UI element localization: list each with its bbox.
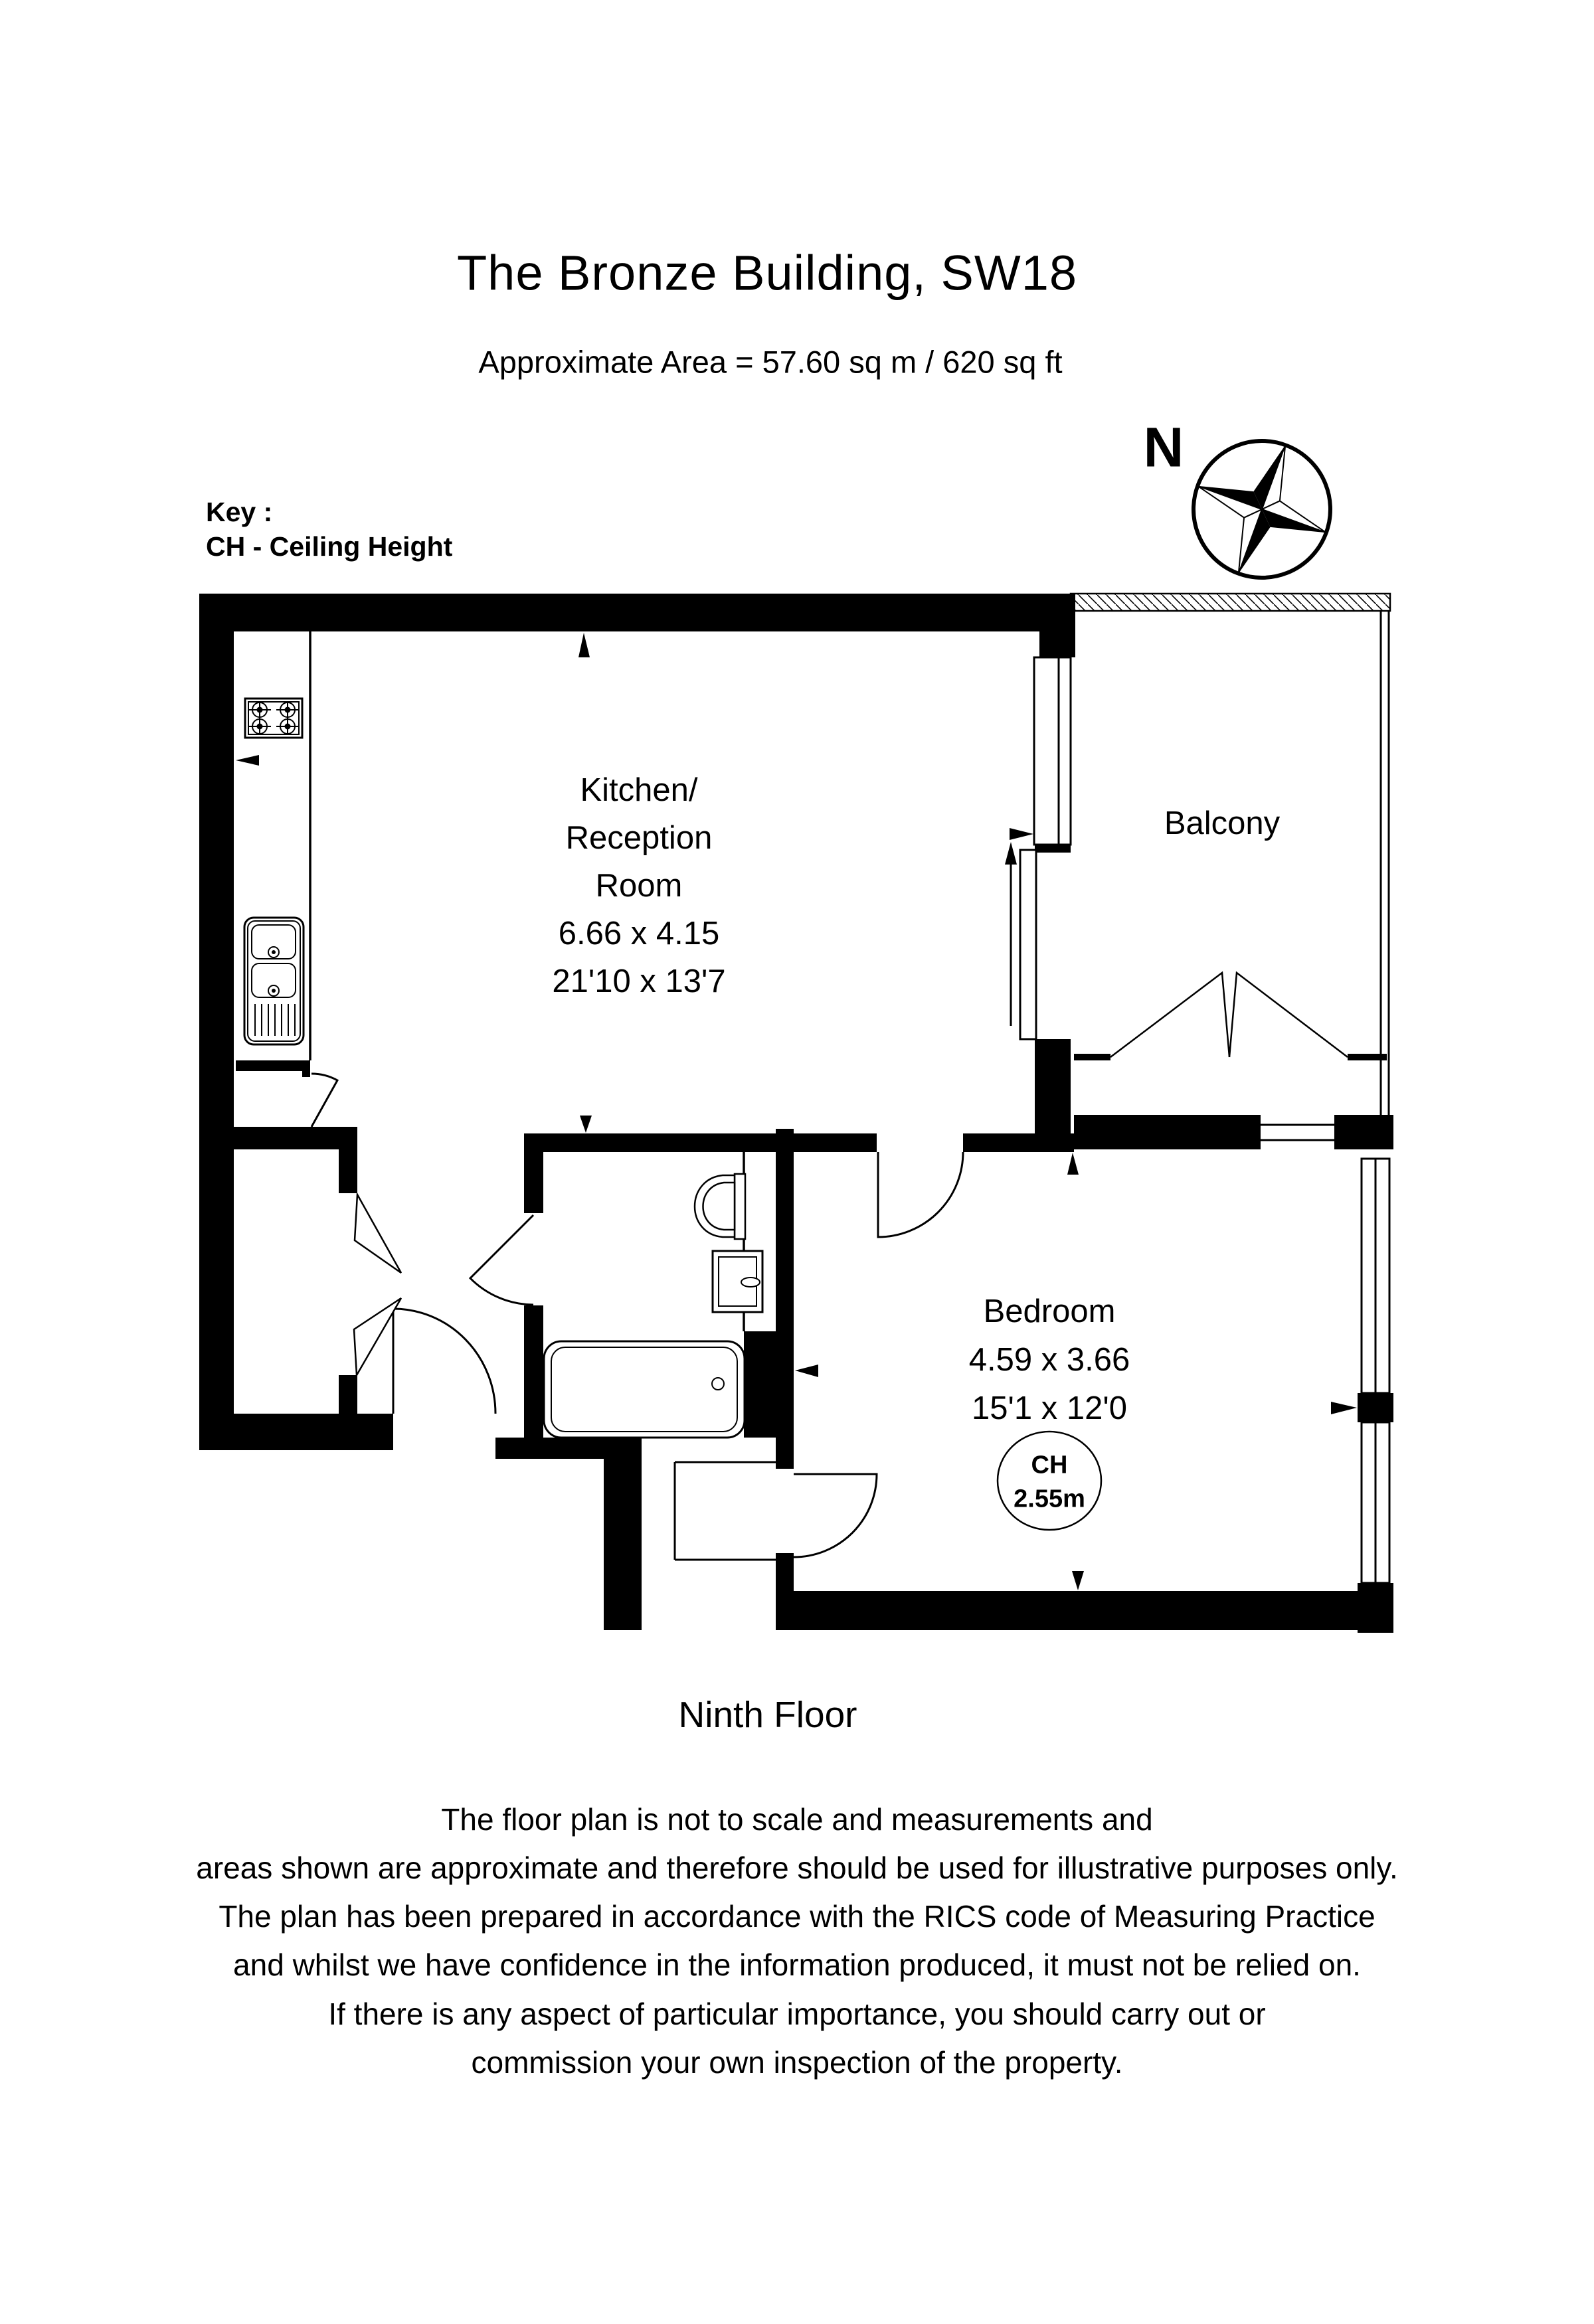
compass-icon: [1174, 422, 1350, 597]
kitchen-label-line1: Kitchen/: [580, 772, 698, 808]
bathroom-door: [470, 1215, 533, 1305]
bedroom-window-upper: [1362, 1159, 1389, 1393]
kitchen-dims-metric: 6.66 x 4.15: [558, 916, 720, 952]
bedroom-dims-imperial: 15'1 x 12'0: [972, 1390, 1127, 1426]
hob-icon: [245, 699, 302, 738]
bedroom-window-lower: [1362, 1422, 1389, 1583]
bedroom-closet-door: [794, 1474, 877, 1557]
kitchen-label-line2: Reception: [565, 820, 713, 856]
kitchen-label-line3: Room: [595, 868, 683, 904]
disclaimer-line-1: The floor plan is not to scale and measurements and: [441, 1802, 1153, 1837]
disclaimer-line-5: If there is any aspect of particular importance, you should carry out or: [328, 1997, 1266, 2031]
measure-arrow-up-kitchen-icon: [578, 633, 590, 657]
entrance-door: [393, 1309, 495, 1414]
measure-arrow-up-bedroom-icon: [1067, 1153, 1079, 1175]
ceiling-height-value: 2.55m: [1014, 1485, 1085, 1513]
disclaimer-line-4: and whilst we have confidence in the information produced, it must not be relied on.: [233, 1948, 1361, 1982]
bathtub-icon: [544, 1341, 745, 1438]
ceiling-height-circle: [998, 1432, 1101, 1530]
approximate-area: Approximate Area = 57.60 sq m / 620 sq ft: [478, 344, 1063, 380]
measure-arrow-right-bedroom-icon: [1331, 1402, 1357, 1414]
measure-arrow-right-balcony-icon: [1010, 828, 1033, 840]
sliding-door-panel: [1020, 850, 1036, 1039]
entry-recess-outline: [675, 1462, 780, 1560]
bedroom-dims-metric: 4.59 x 3.66: [968, 1342, 1130, 1378]
measure-arrow-down-bedroom-icon: [1072, 1571, 1084, 1590]
page-title: The Bronze Building, SW18: [456, 245, 1078, 301]
basin-icon: [713, 1251, 762, 1312]
key-entry: CH - Ceiling Height: [206, 531, 453, 562]
kitchen-balcony-window: [1034, 657, 1071, 845]
disclaimer-line-3: The plan has been prepared in accordance with the RICS code of Measuring Practice: [219, 1899, 1375, 1934]
kitchen-cupboard-door: [311, 1074, 337, 1127]
floor-label: Ninth Floor: [678, 1694, 857, 1735]
measure-arrow-left-bedroom-icon: [795, 1365, 818, 1377]
bedroom-label: Bedroom: [983, 1293, 1116, 1329]
sink-icon: [244, 918, 304, 1044]
key-heading: Key :: [206, 497, 273, 527]
measure-arrow-left-kitchen-icon: [236, 755, 259, 766]
bedroom-door: [878, 1152, 963, 1237]
ceiling-height-label: CH: [1031, 1451, 1068, 1479]
disclaimer-line-6: commission your own inspection of the property.: [471, 2045, 1123, 2080]
toilet-icon: [695, 1174, 745, 1239]
walls: [199, 594, 1393, 1633]
balcony-label: Balcony: [1164, 805, 1281, 841]
disclaimer-line-2: areas shown are approximate and therefore should be used for illustrative purposes only.: [196, 1851, 1398, 1885]
balcony-french-doors: [1110, 973, 1348, 1057]
balcony-bedroom-window: [1261, 1125, 1334, 1140]
kitchen-dims-imperial: 21'10 x 13'7: [552, 963, 726, 999]
compass-north-label: N: [1143, 416, 1184, 479]
measure-arrow-down-kitchen-icon: [580, 1116, 592, 1133]
sliding-door-arrow-icon: [1005, 842, 1017, 1026]
